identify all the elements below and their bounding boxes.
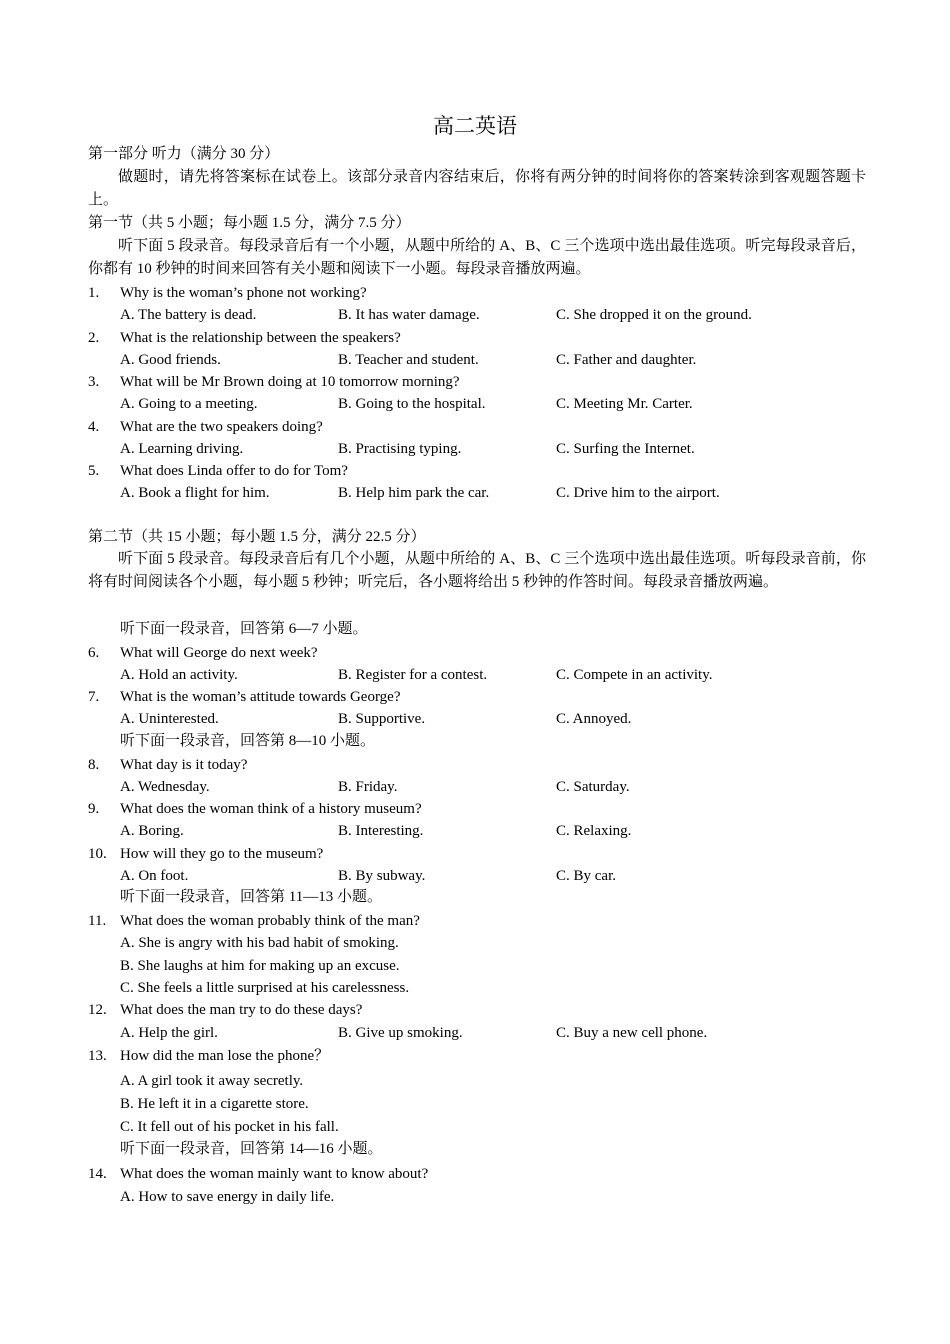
question-number: 8. [88,757,100,773]
option-a: A. Boring. [120,823,184,839]
option-c: C. Annoyed. [556,711,632,727]
question-text: What will George do next week? [120,645,318,661]
question-text: What does the man try to do these days? [120,1002,363,1018]
option-b: B. Interesting. [338,823,424,839]
question-text: What does the woman think of a history museum? [120,801,422,817]
option-a: A. Book a flight for him. [120,485,270,501]
question-number: 13. [88,1048,107,1064]
listening-instruction: 听下面一段录音，回答第 6—7 小题。 [120,621,368,637]
question-number: 9. [88,801,100,817]
question-text: What does the woman mainly want to know about? [120,1166,429,1182]
section2-heading: 第二节（共 15 小题；每小题 1.5 分，满分 22.5 分） [88,529,426,545]
option-a: A. Going to a meeting. [120,396,258,412]
option-b: B. He left it in a cigarette store. [120,1096,309,1112]
section2-intro: 听下面 5 段录音。每段录音后有几个小题，从题中所给的 A、B、C 三个选项中选出最佳选项。听每段录音前，你将有时间阅读各个小题，每小题 5 秒钟；听完后，各小题将给出 5 秒钟的作答时间。每段录音播放两遍。 [88,551,866,590]
option-b: B. Help him park the car. [338,485,490,501]
question-text: What is the relationship between the speakers? [120,330,401,346]
option-b: B. Give up smoking. [338,1025,463,1041]
option-c: C. She dropped it on the ground. [556,307,752,323]
question-text: How will they go to the museum? [120,846,324,862]
question-text: What are the two speakers doing? [120,419,323,435]
listening-instruction: 听下面一段录音，回答第 11—13 小题。 [120,889,382,905]
option-c: C. Father and daughter. [556,352,697,368]
part1-intro: 做题时，请先将答案标在试卷上。该部分录音内容结束后，你将有两分钟的时间将你的答案转涂到客观题答题卡上。 [88,169,866,208]
option-c: C. It fell out of his pocket in his fall. [120,1119,339,1135]
option-a: A. How to save energy in daily life. [120,1189,335,1205]
option-a: A. Wednesday. [120,779,210,795]
question-text: What is the woman’s attitude towards George? [120,689,401,705]
question-number: 11. [88,913,107,929]
option-c: C. She feels a little surprised at his carelessness. [120,980,410,996]
option-b: B. She laughs at him for making up an excuse. [120,958,400,974]
option-c: C. By car. [556,868,616,884]
question-text: What does Linda offer to do for Tom? [120,463,348,479]
question-number: 1. [88,285,100,301]
option-b: B. Going to the hospital. [338,396,486,412]
option-a: A. Learning driving. [120,441,244,457]
question-number: 5. [88,463,100,479]
question-number: 10. [88,846,107,862]
option-c: C. Surfing the Internet. [556,441,695,457]
option-a: A. Good friends. [120,352,221,368]
listening-instruction: 听下面一段录音，回答第 8—10 小题。 [120,733,376,749]
question-text: Why is the woman’s phone not working? [120,285,367,301]
option-a: A. A girl took it away secretly. [120,1073,304,1089]
option-b: B. Friday. [338,779,398,795]
option-a: A. She is angry with his bad habit of smoking. [120,935,399,951]
option-c: C. Buy a new cell phone. [556,1025,708,1041]
question-number: 6. [88,645,100,661]
question-number: 3. [88,374,100,390]
option-b: B. Supportive. [338,711,426,727]
question-text: What will be Mr Brown doing at 10 tomorrow morning? [120,374,460,390]
option-a: A. On foot. [120,868,189,884]
option-c: C. Drive him to the airport. [556,485,720,501]
option-c: C. Meeting Mr. Carter. [556,396,693,412]
part1-heading: 第一部分 听力（满分 30 分） [88,146,280,162]
listening-instruction: 听下面一段录音，回答第 14—16 小题。 [120,1141,383,1157]
option-b: B. By subway. [338,868,426,884]
question-number: 7. [88,689,100,705]
option-c: C. Compete in an activity. [556,667,713,683]
option-a: A. Help the girl. [120,1025,218,1041]
page-title: 高二英语 [433,114,517,138]
question-text: How did the man lose the phone？ [120,1048,330,1064]
question-text: What day is it today? [120,757,248,773]
option-b: B. Register for a contest. [338,667,488,683]
option-c: C. Relaxing. [556,823,632,839]
option-a: A. Hold an activity. [120,667,238,683]
option-a: A. Uninterested. [120,711,219,727]
option-a: A. The battery is dead. [120,307,257,323]
question-text: What does the woman probably think of the man? [120,913,420,929]
question-number: 2. [88,330,100,346]
question-number: 4. [88,419,100,435]
question-number: 12. [88,1002,107,1018]
option-b: B. It has water damage. [338,307,480,323]
section1-heading: 第一节（共 5 小题；每小题 1.5 分，满分 7.5 分） [88,215,411,231]
option-c: C. Saturday. [556,779,630,795]
option-b: B. Teacher and student. [338,352,479,368]
question-number: 14. [88,1166,107,1182]
section1-intro: 听下面 5 段录音。每段录音后有一个小题，从题中所给的 A、B、C 三个选项中选出最佳选项。听完每段录音后，你都有 10 秒钟的时间来回答有关小题和阅读下一小题。每段录音播放两遍。 [88,238,866,277]
option-b: B. Practising typing. [338,441,462,457]
